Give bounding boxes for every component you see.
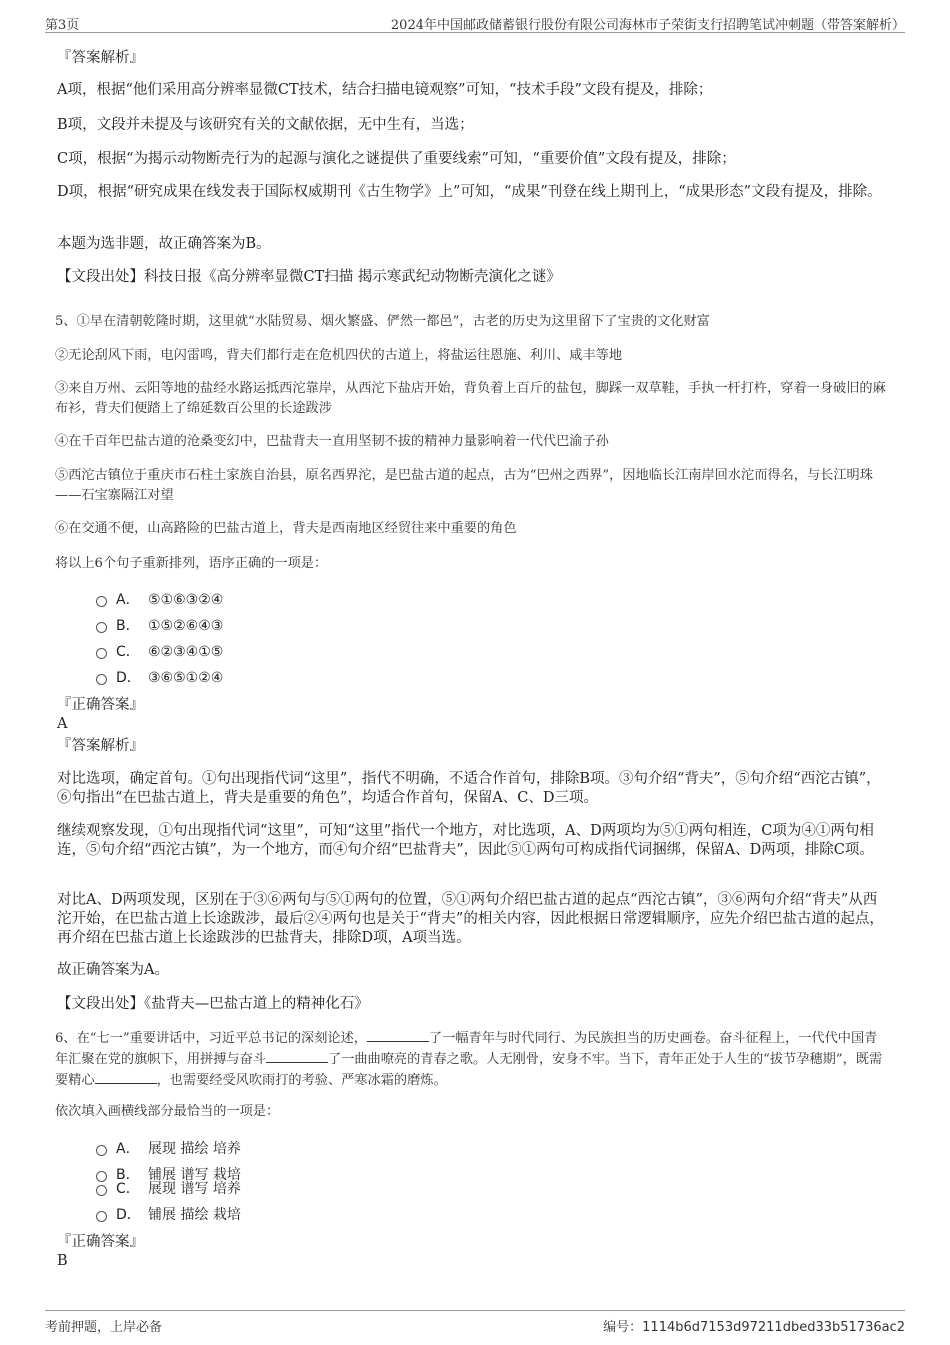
q5-sentence-4: ④在千百年巴盐古道的沧桑变幻中，巴盐背夫一直用坚韧不拔的精神力量影响着一代代巴渝子孙 [55, 434, 609, 449]
page-number: 第3页 [45, 18, 80, 33]
analysis-paragraph: 对比A、D两项发现，区别在于③⑥两句与⑤①两句的位置，⑤①两句介绍巴盐古道的起点“西沱古镇”，③⑥两句介绍“背夫”从西沱开始，在巴盐古道上长途跋涉，最后②④两句也是关于“背夫”的相关内容，因此根据日常逻辑顺序，应先介绍巴盐古道的起点，再介绍在巴盐古道上长途跋涉的巴盐背夫，排除D项，A项当选。 [57, 892, 884, 946]
fill-blank [95, 1070, 157, 1084]
page-footer [45, 1310, 905, 1335]
radio-icon[interactable] [96, 1211, 107, 1222]
source-note: 【文段出处】科技日报《高分辨率显微CT扫描 揭示寒武纪动物断壳演化之谜》 [57, 269, 561, 285]
radio-icon[interactable] [96, 622, 107, 633]
q5-option-b[interactable]: B． ①⑤②⑥④③ [96, 617, 223, 635]
q5-option-c[interactable]: C． ⑥②③④①⑤ [96, 643, 223, 661]
fill-blank [367, 1028, 429, 1042]
source-note: 【文段出处】《盐背夫—巴盐古道上的精神化石》 [57, 996, 369, 1012]
q6-option-a[interactable]: A． 展现 描绘 培养 [96, 1140, 241, 1158]
radio-icon[interactable] [96, 1145, 107, 1156]
q6-option-d[interactable]: D． 铺展 描绘 栽培 [96, 1206, 241, 1224]
analysis-item-b: B项，文段并未提及与该研究有关的文献依据，无中生有，当选； [57, 117, 474, 133]
answer-label: 『正确答案』 [57, 1234, 144, 1250]
q5-stem: 将以上6个句子重新排列，语序正确的一项是： [55, 556, 328, 571]
analysis-item-c: C项，根据“为揭示动物断壳行为的起源与演化之谜提供了重要线索”可知，“重要价值”文段有提及，排除； [57, 151, 736, 167]
answer-value: B [57, 1253, 68, 1269]
footer-slogan: 考前押题，上岸必备 [45, 1320, 163, 1335]
answer-label: 『正确答案』 [57, 697, 144, 713]
q5-option-a[interactable]: A． ⑤①⑥③②④ [96, 591, 223, 609]
q5-sentence-1: 5、①早在清朝乾隆时期，这里就“水陆贸易、烟火繁盛、俨然一都邑”，古老的历史为这里留下了宝贵的文化财富 [55, 314, 710, 329]
document-title: 2024年中国邮政储蓄银行股份有限公司海林市子荣街支行招聘笔试冲刺题（带答案解析） [390, 18, 905, 33]
q6-passage: 6、在“七一”重要讲话中，习近平总书记的深刻论述， 了一幅青年与时代同行、为民族担当的历史画卷。奋斗征程上，一代代中国青年汇聚在党的旗帜下，用拼搏与奋斗 了一曲曲嘹亮的青春之歌。人无刚骨，安身不牢。当下，青年正处于人生的“拔节孕穗期”，既需要精心 ，也需要经受风吹雨打的考验、严寒冰霜的磨炼。 [55, 1028, 890, 1091]
analysis-label: 『答案解析』 [57, 50, 144, 66]
answer-value: A [57, 716, 68, 732]
q5-sentence-3: ③来自万州、云阳等地的盐经水路运抵西沱靠岸，从西沱下盐店开始，背负着上百斤的盐包，脚踩一双草鞋，手执一杆打杵，穿着一身破旧的麻布衫，背夫们便踏上了绵延数百公里的长途跋涉 [55, 381, 886, 416]
radio-icon[interactable] [96, 674, 107, 685]
analysis-conclusion: 故正确答案为A。 [57, 962, 169, 978]
q6-option-b[interactable]: B． 铺展 谱写 栽培 [96, 1166, 241, 1184]
q5-sentence-6: ⑥在交通不便，山高路险的巴盐古道上，背夫是西南地区经贸往来中重要的角色 [55, 521, 517, 536]
q5-sentence-5: ⑤西沱古镇位于重庆市石柱土家族自治县，原名西界沱，是巴盐古道的起点，古为“巴州之西界”，因地临长江南岸回水沱而得名，与长江明珠——石宝寨隔江对望 [55, 468, 873, 503]
analysis-label: 『答案解析』 [57, 738, 144, 754]
page-header [45, 12, 905, 33]
fill-blank [266, 1049, 328, 1063]
q5-option-d[interactable]: D． ③⑥⑤①②④ [96, 669, 223, 687]
q6-stem: 依次填入画横线部分最恰当的一项是： [55, 1104, 280, 1119]
radio-icon[interactable] [96, 1185, 107, 1196]
analysis-item-a: A项，根据“他们采用高分辨率显微CT技术，结合扫描电镜观察”可知，“技术手段”文段有提及，排除； [57, 82, 713, 98]
analysis-paragraph: 对比选项，确定首句。①句出现指代词“这里”，指代不明确，不适合作首句，排除B项。③句介绍“背夫”，⑤句介绍“西沱古镇”，⑥句指出“在巴盐古道上，背夫是重要的角色”，均适合作首句，保留A、C、D三项。 [57, 771, 881, 806]
analysis-paragraph: 继续观察发现，①句出现指代词“这里”，可知“这里”指代一个地方，对比选项，A、D两项均为⑤①两句相连，C项为④①两句相连，⑤句介绍“西沱古镇”，为一个地方，而④句介绍“巴盐背夫”，因此⑤①两句可构成指代词捆绑，保留A、D两项，排除C项。 [57, 823, 874, 858]
q5-sentence-2: ②无论刮风下雨，电闪雷鸣，背夫们都行走在危机四伏的古道上，将盐运往恩施、利川、咸丰等地 [55, 348, 623, 363]
document-code: 编号：1114b6d7153d97211dbed33b51736ac2 [603, 1320, 905, 1335]
analysis-item-d: D项，根据“研究成果在线发表于国际权威期刊《古生物学》上”可知，“成果”刊登在线上期刊上，“成果形态”文段有提及，排除。 [57, 184, 882, 200]
analysis-conclusion: 本题为选非题，故正确答案为B。 [57, 236, 271, 252]
q6-option-c[interactable]: C． 展现 谱写 培养 [96, 1180, 241, 1198]
radio-icon[interactable] [96, 648, 107, 659]
radio-icon[interactable] [96, 596, 107, 607]
